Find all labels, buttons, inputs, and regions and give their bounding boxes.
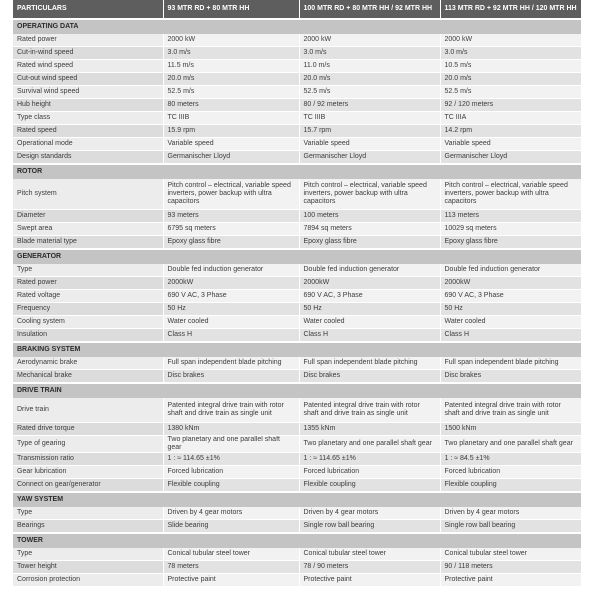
row-label: Mechanical brake [13,370,163,384]
section-header [13,249,581,264]
row-label: Gear lubrication [13,466,163,479]
row-value: Slide bearing [163,520,299,534]
row-value: TC IIIB [299,112,440,125]
table-row [13,151,581,165]
row-value: 50 Hz [163,303,299,316]
row-value: Class H [163,329,299,343]
table-row [13,466,581,479]
row-value: Driven by 4 gear motors [299,507,440,520]
row-label: Diameter [13,210,163,223]
row-label: Cut-out wind speed [13,73,163,86]
row-value: Germanischer Lloyd [440,151,581,165]
row-label: Blade material type [13,236,163,250]
section-title: OPERATING DATA [13,19,581,34]
row-value: 92 / 120 meters [440,99,581,112]
row-value: Epoxy glass fibre [299,236,440,250]
row-label: Rated power [13,277,163,290]
row-value: 1380 kNm [163,423,299,436]
row-value: Single row ball bearing [440,520,581,534]
row-label: Insulation [13,329,163,343]
row-value: Protective paint [440,574,581,587]
row-value: 1 : ≈ 84.5 ±1% [440,453,581,466]
row-value: Conical tubular steel tower [163,548,299,561]
row-value: 690 V AC, 3 Phase [440,290,581,303]
row-label: Rated speed [13,125,163,138]
row-value: 690 V AC, 3 Phase [299,290,440,303]
table-row [13,507,581,520]
table-row [13,34,581,47]
section-title: BRAKING SYSTEM [13,342,581,357]
row-value: 14.2 rpm [440,125,581,138]
row-value: 3.0 m/s [299,47,440,60]
table-header-row [13,0,581,19]
table-row [13,138,581,151]
section-title: DRIVE TRAIN [13,383,581,398]
row-value: 52.5 m/s [440,86,581,99]
table-row [13,73,581,86]
row-value: 20.0 m/s [163,73,299,86]
row-value: Epoxy glass fibre [163,236,299,250]
header-model-100: 100 MTR RD + 80 MTR HH / 92 MTR HH [299,0,440,19]
row-label: Tower height [13,561,163,574]
spec-sheet [13,0,581,587]
row-value: 10.5 m/s [440,60,581,73]
table-body [13,19,581,587]
row-value: Water cooled [299,316,440,329]
row-value: 6795 sq meters [163,223,299,236]
section-title: ROTOR [13,164,581,179]
section-title: TOWER [13,533,581,548]
table-row [13,357,581,370]
row-value: 1355 kNm [299,423,440,436]
table-row [13,290,581,303]
row-value: 113 meters [440,210,581,223]
row-label: Aerodynamic brake [13,357,163,370]
row-value: TC IIIA [440,112,581,125]
row-value: Double fed induction generator [299,264,440,277]
table-row [13,436,581,453]
row-label: Operational mode [13,138,163,151]
section-header [13,492,581,507]
row-value: 1500 kNm [440,423,581,436]
table-row [13,112,581,125]
row-value: Variable speed [299,138,440,151]
table-row [13,370,581,384]
table-row [13,453,581,466]
row-label: Swept area [13,223,163,236]
row-value: Disc brakes [299,370,440,384]
row-value: 52.5 m/s [163,86,299,99]
row-value: 100 meters [299,210,440,223]
row-value: 11.0 m/s [299,60,440,73]
row-value: 7894 sq meters [299,223,440,236]
row-value: Disc brakes [163,370,299,384]
row-value: Driven by 4 gear motors [440,507,581,520]
row-value: Forced lubrication [440,466,581,479]
row-label: Type [13,548,163,561]
table-row [13,303,581,316]
section-title: YAW SYSTEM [13,492,581,507]
row-label: Bearings [13,520,163,534]
row-value: 90 / 118 meters [440,561,581,574]
row-value: Disc brakes [440,370,581,384]
row-value: TC IIIB [163,112,299,125]
table-row [13,548,581,561]
row-value: Double fed induction generator [440,264,581,277]
row-value: 2000kW [299,277,440,290]
row-label: Corrosion protection [13,574,163,587]
section-header [13,19,581,34]
row-value: 78 meters [163,561,299,574]
table-row [13,264,581,277]
row-value: Flexible coupling [299,479,440,493]
row-value: Pitch control – electrical, variable speed inverters, power backup with ultra capacitors [299,179,440,210]
row-value: Double fed induction generator [163,264,299,277]
table-row [13,60,581,73]
header-model-93: 93 MTR RD + 80 MTR HH [163,0,299,19]
row-value: 2000 kW [163,34,299,47]
row-value: Full span independent blade pitching [163,357,299,370]
table-row [13,86,581,99]
row-value: 3.0 m/s [440,47,581,60]
table-row [13,210,581,223]
row-label: Cooling system [13,316,163,329]
header-model-113: 113 MTR RD + 92 MTR HH / 120 MTR HH [440,0,581,19]
row-value: 15.7 rpm [299,125,440,138]
row-value: Conical tubular steel tower [440,548,581,561]
row-label: Design standards [13,151,163,165]
row-value: 2000kW [163,277,299,290]
row-label: Frequency [13,303,163,316]
row-value: Protective paint [299,574,440,587]
table-row [13,574,581,587]
row-label: Type of gearing [13,436,163,453]
row-value: Patented integral drive train with rotor shaft and drive train as single unit [163,398,299,423]
section-header [13,383,581,398]
row-label: Transmission ratio [13,453,163,466]
table-row [13,561,581,574]
row-label: Survival wind speed [13,86,163,99]
table-row [13,277,581,290]
row-value: 3.0 m/s [163,47,299,60]
table-row [13,223,581,236]
row-value: 93 meters [163,210,299,223]
row-value: 2000 kW [299,34,440,47]
row-value: 80 / 92 meters [299,99,440,112]
row-value: 690 V AC, 3 Phase [163,290,299,303]
row-value: 50 Hz [440,303,581,316]
row-label: Rated voltage [13,290,163,303]
row-label: Rated drive torque [13,423,163,436]
row-value: Two planetary and one parallel shaft gear [163,436,299,453]
turbine-spec-table [13,0,581,587]
row-value: Water cooled [163,316,299,329]
row-value: Water cooled [440,316,581,329]
table-row [13,329,581,343]
table-row [13,520,581,534]
row-value: Pitch control – electrical, variable speed inverters, power backup with ultra capacitors [163,179,299,210]
row-label: Cut-in-wind speed [13,47,163,60]
row-label: Drive train [13,398,163,423]
row-value: 20.0 m/s [299,73,440,86]
row-value: Germanischer Lloyd [299,151,440,165]
row-value: Full span independent blade pitching [299,357,440,370]
row-value: Variable speed [440,138,581,151]
row-value: 10029 sq meters [440,223,581,236]
row-value: Class H [299,329,440,343]
row-value: Conical tubular steel tower [299,548,440,561]
section-header [13,533,581,548]
table-row [13,479,581,493]
row-value: 20.0 m/s [440,73,581,86]
row-value: Flexible coupling [440,479,581,493]
row-value: Two planetary and one parallel shaft gear [440,436,581,453]
row-label: Hub height [13,99,163,112]
row-value: Driven by 4 gear motors [163,507,299,520]
row-label: Type [13,507,163,520]
table-row [13,316,581,329]
table-row [13,398,581,423]
row-value: Full span independent blade pitching [440,357,581,370]
table-row [13,423,581,436]
row-value: 1 : ≈ 114.65 ±1% [299,453,440,466]
row-value: 80 meters [163,99,299,112]
table-row [13,99,581,112]
row-value: Forced lubrication [299,466,440,479]
header-particulars: PARTICULARS [13,0,163,19]
row-value: 1 : ≈ 114.65 ±1% [163,453,299,466]
section-title: GENERATOR [13,249,581,264]
row-value: Germanischer Lloyd [163,151,299,165]
row-value: 52.5 m/s [299,86,440,99]
row-label: Rated power [13,34,163,47]
row-value: 15.9 rpm [163,125,299,138]
table-row [13,47,581,60]
row-value: 50 Hz [299,303,440,316]
row-value: Forced lubrication [163,466,299,479]
row-value: Variable speed [163,138,299,151]
section-header [13,164,581,179]
row-value: Epoxy glass fibre [440,236,581,250]
row-value: 2000 kW [440,34,581,47]
row-value: Pitch control – electrical, variable speed inverters, power backup with ultra capacitors [440,179,581,210]
row-value: Two planetary and one parallel shaft gear [299,436,440,453]
table-row [13,125,581,138]
row-label: Connect on gear/generator [13,479,163,493]
row-value: Flexible coupling [163,479,299,493]
row-value: 78 / 90 meters [299,561,440,574]
row-value: Single row ball bearing [299,520,440,534]
row-label: Type class [13,112,163,125]
row-value: Patented integral drive train with rotor shaft and drive train as single unit [299,398,440,423]
row-value: 2000kW [440,277,581,290]
row-label: Pitch system [13,179,163,210]
row-value: 11.5 m/s [163,60,299,73]
row-value: Class H [440,329,581,343]
row-label: Rated wind speed [13,60,163,73]
row-label: Type [13,264,163,277]
section-header [13,342,581,357]
row-value: Patented integral drive train with rotor shaft and drive train as single unit [440,398,581,423]
table-row [13,236,581,250]
row-value: Protective paint [163,574,299,587]
table-row [13,179,581,210]
